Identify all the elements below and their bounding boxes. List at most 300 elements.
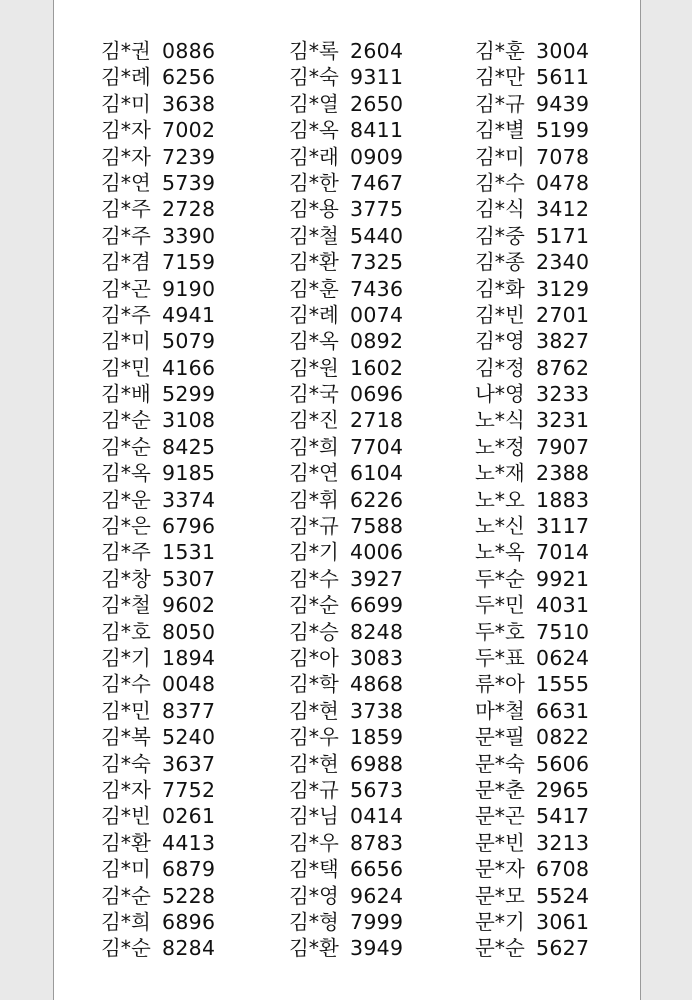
phone-last-digits: 5673 [350,777,404,802]
phone-last-digits: 6879 [162,857,216,882]
phone-last-digits: 8050 [162,619,216,644]
masked-name: 김*빈 [475,302,525,327]
list-item [289,619,403,645]
phone-last-digits: 5606 [536,751,590,776]
phone-last-digits: 5440 [350,223,404,248]
masked-name: 노*재 [475,461,525,486]
list-item [475,407,589,433]
phone-last-digits: 8411 [350,118,404,143]
masked-name: 김*배 [101,382,151,407]
masked-name: 문*필 [475,725,525,750]
list-item [475,539,589,565]
phone-last-digits: 8783 [350,830,404,855]
masked-name: 김*한 [289,170,339,195]
masked-name: 문*모 [475,883,525,908]
list-item [289,777,403,803]
phone-last-digits: 1883 [536,487,590,512]
list-item [101,170,215,196]
list-item [101,91,215,117]
masked-name: 김*창 [101,566,151,591]
list-item [289,328,403,354]
phone-last-digits: 7078 [536,144,590,169]
phone-last-digits: 6104 [350,461,404,486]
masked-name: 김*겸 [101,250,151,275]
phone-last-digits: 3117 [536,514,590,539]
list-item [289,724,403,750]
list-item [289,196,403,222]
masked-name: 김*진 [289,408,339,433]
phone-last-digits: 0074 [350,302,404,327]
masked-name: 문*순 [475,936,525,961]
masked-name: 김*옥 [289,329,339,354]
phone-last-digits: 5739 [162,170,216,195]
list-item [101,592,215,618]
masked-name: 김*권 [101,39,151,63]
list-item [289,64,403,90]
phone-last-digits: 3637 [162,751,216,776]
masked-name: 김*현 [289,751,339,776]
list-item [101,830,215,856]
masked-name: 나*영 [475,382,525,407]
list-item [475,170,589,196]
list-item [289,38,403,64]
phone-last-digits: 2604 [350,39,404,63]
name-list-column-1 [101,38,215,962]
masked-name: 문*곤 [475,804,525,829]
phone-last-digits: 5611 [536,65,590,90]
phone-last-digits: 5079 [162,329,216,354]
masked-name: 김*연 [289,461,339,486]
phone-last-digits: 3638 [162,91,216,116]
phone-last-digits: 8377 [162,698,216,723]
list-item [289,117,403,143]
list-item [289,460,403,486]
phone-last-digits: 3004 [536,39,590,63]
list-item [475,645,589,671]
masked-name: 김*옥 [101,461,151,486]
masked-name: 김*형 [289,909,339,934]
phone-last-digits: 7159 [162,250,216,275]
list-item [101,751,215,777]
masked-name: 김*열 [289,91,339,116]
list-item [289,434,403,460]
phone-last-digits: 7239 [162,144,216,169]
masked-name: 김*희 [101,909,151,934]
phone-last-digits: 2701 [536,302,590,327]
list-item [475,513,589,539]
list-item [289,407,403,433]
masked-name: 김*종 [475,250,525,275]
list-item [475,302,589,328]
masked-name: 김*자 [101,144,151,169]
masked-name: 김*자 [101,777,151,802]
phone-last-digits: 7588 [350,514,404,539]
list-item [101,381,215,407]
phone-last-digits: 3083 [350,645,404,670]
list-item [101,117,215,143]
phone-last-digits: 7907 [536,434,590,459]
phone-last-digits: 3129 [536,276,590,301]
phone-last-digits: 9602 [162,593,216,618]
masked-name: 김*환 [289,936,339,961]
phone-last-digits: 9185 [162,461,216,486]
masked-name: 두*순 [475,566,525,591]
phone-last-digits: 4006 [350,540,404,565]
list-item [101,460,215,486]
masked-name: 노*옥 [475,540,525,565]
phone-last-digits: 5417 [536,804,590,829]
list-item [475,777,589,803]
masked-name: 문*숙 [475,751,525,776]
phone-last-digits: 7436 [350,276,404,301]
masked-name: 김*례 [101,65,151,90]
phone-last-digits: 6656 [350,857,404,882]
document-page [53,0,641,1000]
list-item [475,856,589,882]
phone-last-digits: 0822 [536,725,590,750]
list-item [475,935,589,961]
name-list-column-3 [475,38,589,962]
list-item [289,276,403,302]
phone-last-digits: 6699 [350,593,404,618]
masked-name: 김*아 [289,645,339,670]
list-item [101,64,215,90]
masked-name: 김*숙 [101,751,151,776]
list-item [475,223,589,249]
masked-name: 노*식 [475,408,525,433]
list-item [101,487,215,513]
phone-last-digits: 7510 [536,619,590,644]
phone-last-digits: 3233 [536,382,590,407]
masked-name: 김*학 [289,672,339,697]
list-item [289,487,403,513]
masked-name: 김*순 [289,593,339,618]
phone-last-digits: 4166 [162,355,216,380]
list-item [101,777,215,803]
list-item [289,223,403,249]
masked-name: 김*미 [101,91,151,116]
masked-name: 김*현 [289,698,339,723]
phone-last-digits: 6708 [536,857,590,882]
masked-name: 김*옥 [289,118,339,143]
masked-name: 김*순 [101,936,151,961]
list-item [475,355,589,381]
list-item [475,381,589,407]
masked-name: 김*환 [289,250,339,275]
masked-name: 김*수 [475,170,525,195]
phone-last-digits: 5228 [162,883,216,908]
masked-name: 김*미 [101,329,151,354]
list-item [101,407,215,433]
phone-last-digits: 7704 [350,434,404,459]
phone-last-digits: 3412 [536,197,590,222]
list-item [475,249,589,275]
phone-last-digits: 5171 [536,223,590,248]
masked-name: 김*은 [101,514,151,539]
phone-last-digits: 3061 [536,909,590,934]
phone-last-digits: 3231 [536,408,590,433]
list-item [101,856,215,882]
masked-name: 김*식 [475,197,525,222]
list-item [475,566,589,592]
list-item [289,355,403,381]
phone-last-digits: 2388 [536,461,590,486]
masked-name: 김*기 [289,540,339,565]
list-item [101,539,215,565]
masked-name: 김*주 [101,540,151,565]
masked-name: 김*복 [101,725,151,750]
masked-name: 김*정 [475,355,525,380]
masked-name: 김*순 [101,434,151,459]
masked-name: 김*미 [101,857,151,882]
phone-last-digits: 0886 [162,39,216,63]
masked-name: 김*화 [475,276,525,301]
list-item [101,249,215,275]
phone-last-digits: 3108 [162,408,216,433]
phone-last-digits: 3390 [162,223,216,248]
masked-name: 김*래 [289,144,339,169]
phone-last-digits: 8425 [162,434,216,459]
list-item [289,566,403,592]
list-item [289,803,403,829]
phone-last-digits: 8284 [162,936,216,961]
phone-last-digits: 4031 [536,593,590,618]
phone-last-digits: 3374 [162,487,216,512]
masked-name: 김*훈 [475,39,525,63]
list-item [289,671,403,697]
phone-last-digits: 0261 [162,804,216,829]
list-item [289,645,403,671]
masked-name: 노*오 [475,487,525,512]
masked-name: 김*숙 [289,65,339,90]
masked-name: 문*빈 [475,830,525,855]
list-item [101,513,215,539]
masked-name: 김*민 [101,355,151,380]
list-item [475,883,589,909]
list-item [101,144,215,170]
phone-last-digits: 6896 [162,909,216,934]
masked-name: 김*원 [289,355,339,380]
list-item [475,144,589,170]
phone-last-digits: 1602 [350,355,404,380]
list-item [289,381,403,407]
masked-name: 두*민 [475,593,525,618]
list-item [475,909,589,935]
list-item [101,883,215,909]
list-item [289,302,403,328]
phone-last-digits: 0909 [350,144,404,169]
masked-name: 김*주 [101,302,151,327]
masked-name: 김*곤 [101,276,151,301]
phone-last-digits: 7752 [162,777,216,802]
phone-last-digits: 0892 [350,329,404,354]
phone-last-digits: 2728 [162,197,216,222]
phone-last-digits: 6256 [162,65,216,90]
list-item [289,513,403,539]
phone-last-digits: 1859 [350,725,404,750]
masked-name: 김*연 [101,170,151,195]
masked-name: 김*희 [289,434,339,459]
list-item [101,935,215,961]
list-item [101,223,215,249]
list-item [475,196,589,222]
phone-last-digits: 5307 [162,566,216,591]
list-item [289,698,403,724]
list-item [289,883,403,909]
list-item [475,117,589,143]
masked-name: 김*주 [101,197,151,222]
masked-name: 김*님 [289,804,339,829]
phone-last-digits: 9439 [536,91,590,116]
masked-name: 두*표 [475,645,525,670]
list-item [101,671,215,697]
phone-last-digits: 9624 [350,883,404,908]
masked-name: 노*신 [475,514,525,539]
list-item [289,91,403,117]
masked-name: 김*기 [101,645,151,670]
masked-name: 노*정 [475,434,525,459]
phone-last-digits: 5199 [536,118,590,143]
list-item [101,434,215,460]
list-item [475,724,589,750]
phone-last-digits: 5524 [536,883,590,908]
phone-last-digits: 0414 [350,804,404,829]
masked-name: 김*별 [475,118,525,143]
list-item [289,856,403,882]
list-item [475,38,589,64]
phone-last-digits: 4413 [162,830,216,855]
phone-last-digits: 6988 [350,751,404,776]
masked-name: 김*운 [101,487,151,512]
masked-name: 김*규 [475,91,525,116]
list-item [289,909,403,935]
phone-last-digits: 4868 [350,672,404,697]
masked-name: 김*자 [101,118,151,143]
masked-name: 마*철 [475,698,525,723]
masked-name: 김*규 [289,777,339,802]
list-item [289,935,403,961]
masked-name: 김*환 [101,830,151,855]
masked-name: 김*영 [289,883,339,908]
masked-name: 두*호 [475,619,525,644]
list-item [475,803,589,829]
list-item [475,487,589,513]
list-item [101,355,215,381]
list-item [475,698,589,724]
masked-name: 김*영 [475,329,525,354]
masked-name: 김*순 [101,408,151,433]
masked-name: 김*록 [289,39,339,63]
phone-last-digits: 9311 [350,65,404,90]
masked-name: 문*기 [475,909,525,934]
list-item [475,91,589,117]
phone-last-digits: 8762 [536,355,590,380]
phone-last-digits: 1531 [162,540,216,565]
list-item [289,539,403,565]
masked-name: 김*호 [101,619,151,644]
masked-name: 김*철 [289,223,339,248]
phone-last-digits: 0624 [536,645,590,670]
masked-name: 김*국 [289,382,339,407]
masked-name: 김*우 [289,725,339,750]
list-item [101,276,215,302]
phone-last-digits: 2965 [536,777,590,802]
masked-name: 김*우 [289,830,339,855]
phone-last-digits: 6226 [350,487,404,512]
list-item [289,751,403,777]
phone-last-digits: 3738 [350,698,404,723]
phone-last-digits: 2718 [350,408,404,433]
list-item [289,592,403,618]
masked-name: 김*택 [289,857,339,882]
list-item [475,671,589,697]
phone-last-digits: 4941 [162,302,216,327]
list-item [289,249,403,275]
list-item [101,698,215,724]
list-item [101,566,215,592]
list-item [475,64,589,90]
masked-name: 김*규 [289,514,339,539]
masked-name: 김*승 [289,619,339,644]
list-item [475,328,589,354]
list-item [101,909,215,935]
phone-last-digits: 7999 [350,909,404,934]
phone-last-digits: 5299 [162,382,216,407]
masked-name: 김*례 [289,302,339,327]
list-item [475,460,589,486]
phone-last-digits: 3775 [350,197,404,222]
phone-last-digits: 3949 [350,936,404,961]
phone-last-digits: 2650 [350,91,404,116]
phone-last-digits: 6631 [536,698,590,723]
list-item [475,751,589,777]
masked-name: 김*휘 [289,487,339,512]
masked-name: 김*빈 [101,804,151,829]
list-item [101,619,215,645]
phone-last-digits: 5240 [162,725,216,750]
phone-last-digits: 6796 [162,514,216,539]
phone-last-digits: 9921 [536,566,590,591]
masked-name: 김*민 [101,698,151,723]
list-item [101,724,215,750]
list-item [289,170,403,196]
phone-last-digits: 9190 [162,276,216,301]
masked-name: 김*만 [475,65,525,90]
list-item [289,830,403,856]
list-item [101,38,215,64]
phone-last-digits: 0478 [536,170,590,195]
masked-name: 김*철 [101,593,151,618]
masked-name: 김*주 [101,223,151,248]
list-item [475,619,589,645]
masked-name: 김*미 [475,144,525,169]
masked-name: 문*춘 [475,777,525,802]
phone-last-digits: 8248 [350,619,404,644]
phone-last-digits: 5627 [536,936,590,961]
list-item [475,830,589,856]
phone-last-digits: 7014 [536,540,590,565]
list-item [475,592,589,618]
masked-name: 김*용 [289,197,339,222]
phone-last-digits: 7002 [162,118,216,143]
phone-last-digits: 1894 [162,645,216,670]
list-item [101,803,215,829]
list-item [101,196,215,222]
phone-last-digits: 2340 [536,250,590,275]
masked-name: 김*중 [475,223,525,248]
phone-last-digits: 0696 [350,382,404,407]
phone-last-digits: 7467 [350,170,404,195]
